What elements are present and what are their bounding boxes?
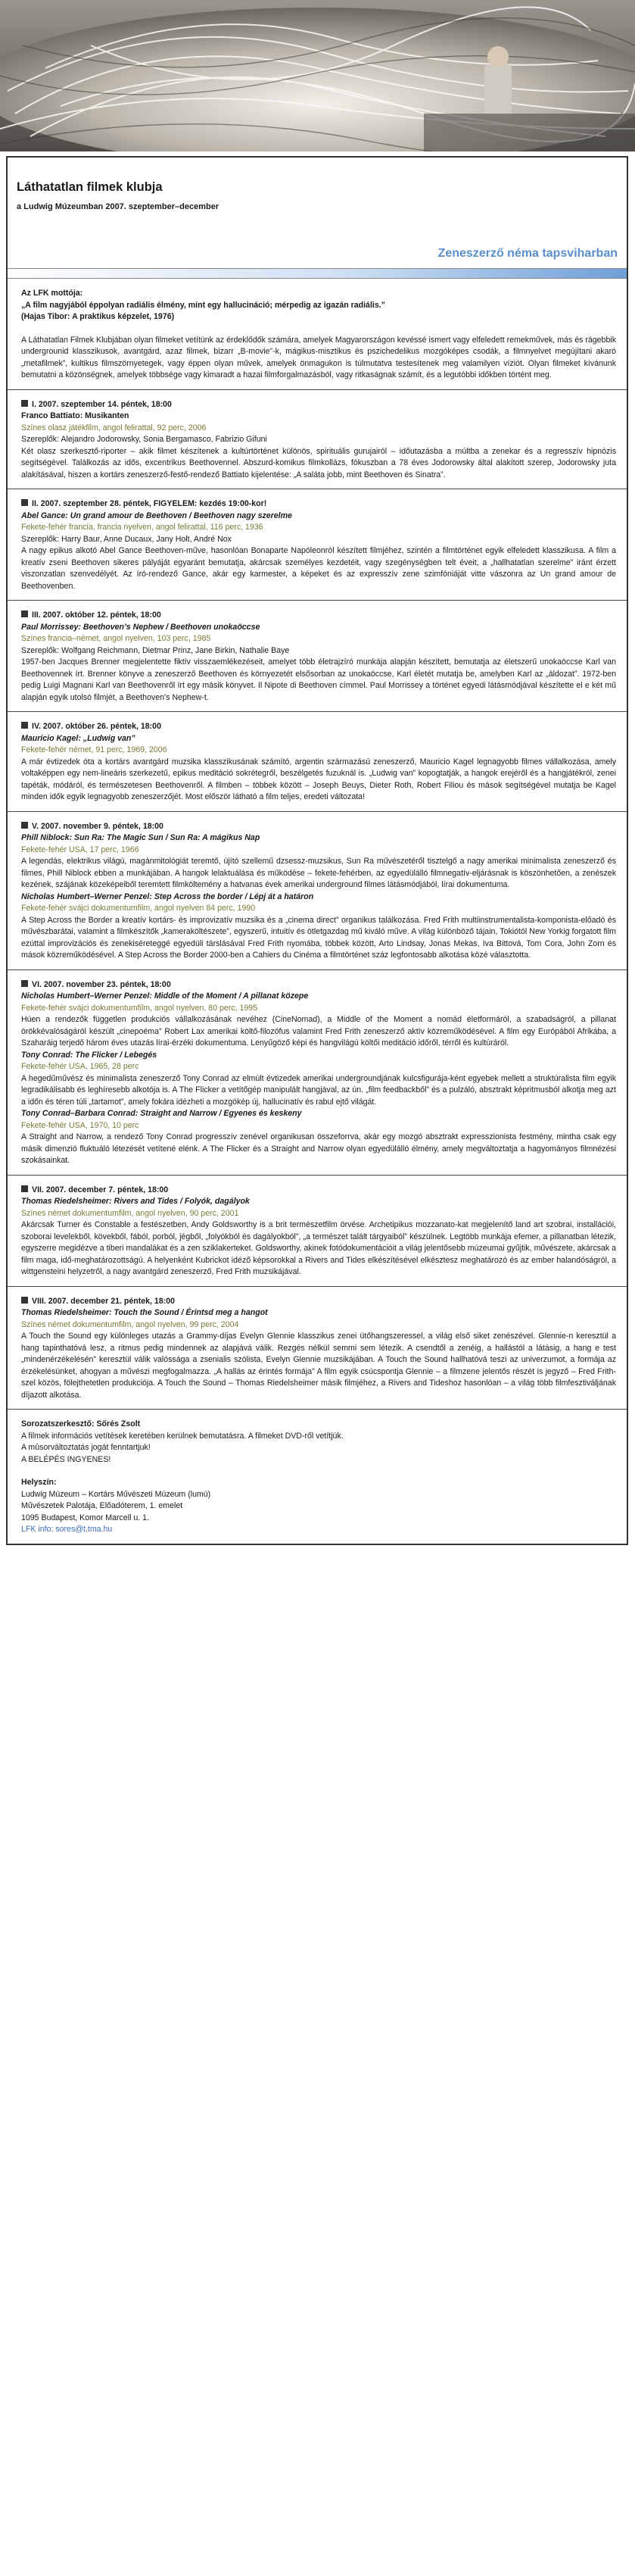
square-bullet-icon xyxy=(21,980,28,987)
footer-line: A BELÉPÉS INGYENES! xyxy=(21,1454,111,1464)
film-details: Színes olasz játékfilm, angol felirattal, 92 perc, 2006 xyxy=(21,423,207,432)
program-list xyxy=(8,390,627,1410)
program-date-text: III. 2007. október 12. péntek, 18:00 xyxy=(32,610,161,620)
square-bullet-icon xyxy=(21,400,28,407)
film-details: Fekete-fehér svájci dokumentumfilm, angol nyelven 84 perc, 1990 xyxy=(21,904,256,913)
film-cast: Szereplők: Harry Baur, Anne Ducaux, Jany Holt, André Nox xyxy=(21,534,232,544)
film-cast: Szereplők: Wolfgang Reichmann, Dietmar Prinz, Jane Birkin, Nathalie Baye xyxy=(21,645,290,655)
film-title: Nicholas Humbert–Werner Penzel: Middle of the Moment / A pillanat közepe xyxy=(21,991,309,1001)
motto-heading: Az LFK mottója: xyxy=(21,289,83,298)
season-theme: Zeneszerző néma tapsviharban xyxy=(437,247,618,260)
motto-attribution: (Hajas Tibor: A praktikus képzelet, 1976) xyxy=(21,312,175,321)
film-description: Akárcsak Turner és Constable a festészetben, Andy Goldsworthy is a brit természetfilm örvése. Archetipikus mozzanato-kat megjelenítő land art szobrai, installációi, szoborai levelekből, kövekből, fából, porból, jégből, „folyókból és dagályokból”, „a természet talált tárgyaiból” készülnek. Legtöbb munkája efemer, a pillanatban létezik, egyszerre megidézve a tiberi mandalákat és a zen sziklakerteket. Goldsworthy, akinek fotódokumentációit a világ jelentősebb múzeumai gyűjtik, művészete, akárcsak a film maga, idő-meghatározottságú. A helyenként Kubrickot idéző képsorokkal a Rivers and Tides elkészítésével elkésztesz meghatározó és az ember halandóságról, a wittgensteini helyzetről, a nagy avantgárd zeneszerző, Fred Frith muzsikájával. xyxy=(21,1220,616,1276)
venue-line: Ludwig Múzeum – Kortárs Művészeti Múzeum (lumú) xyxy=(21,1489,211,1499)
program-date xyxy=(21,399,616,411)
program-date xyxy=(21,498,616,511)
program-date xyxy=(21,1185,616,1197)
program-date xyxy=(21,610,616,622)
film-description: A legendás, elektrikus világú, magánmitológiát teremtő, újító szellemű dzsessz-muzsikus, Sun Ra művészetéről tisztelgő a nagy amerikai minimalista zeneszerző és filmes, Phill Niblock ebben a munkájában. A hangok lelaktuálása és működése – fekete-fehérben, az egyedülálló filmnegatív-eljárásnak is köszönhetően, a zenészek kezének, szájának közeképeiből teremtett filmköltemény a hatvanas évek amerikai underground filmes látásmódjából, lírai dokumentuma. xyxy=(21,857,616,889)
header-photo xyxy=(0,0,635,151)
film-details: Fekete-fehér USA, 17 perc, 1966 xyxy=(21,845,139,854)
film-title: Thomas Riedelsheimer: Rivers and Tides / Folyók, dagályok xyxy=(21,1197,250,1206)
film-title: Mauricio Kagel: „Ludwig van” xyxy=(21,733,135,743)
film-details: Fekete-fehér francia, francia nyelven, angol felirattal, 116 perc, 1936 xyxy=(21,523,263,532)
theme-bar xyxy=(8,268,627,279)
program-sheet xyxy=(6,156,628,1545)
info-email[interactable]: LFK info: sores@t.tma.hu xyxy=(21,1525,113,1534)
film-details: Színes francia–német, angol nyelven, 103 perc, 1985 xyxy=(21,634,211,643)
sheet-header xyxy=(8,158,627,268)
square-bullet-icon xyxy=(21,1185,28,1192)
film-details: Fekete-fehér USA, 1970, 10 perc xyxy=(21,1120,139,1130)
program-block xyxy=(8,1287,627,1410)
film-description: 1957-ben Jacques Brenner megjelentette fiktív visszaemlékezéseit, amelyet több életrajzíró munkája alapján készített, bemutatja az életszerű unokaöccse Karl van Beethovennek írt. Brenner könyve a zeneszerző Beethoven és környezetét elsősorban az unokaöccse, Karl életét mutatja be, amelyben Karl az „áldozat”. 1972-ben pedig Luigi Magnani Karl van Beethovenről írt egy másik könyvet. Il Nipote di Beethoven címmel. Paul Morrissey a történet egyedi látásmódjával készítette el e két mű alapján egyik utolsó filmjét, a Beethoven’s Nephew-t. xyxy=(21,657,616,702)
sculpture-photo xyxy=(0,0,635,151)
film-description: A Straight and Narrow, a rendező Tony Conrad progresszív zenével organikusan összeforrva, akár egy mozgó absztrakt expresszionista festmény, mintha csak egy másik dimenzió fluktuáló létezését vetítené elénk. A The Flicker és a Straight and Narrow olyan egyedülálló élmény, amely megváltoztatja a hagyományos filmnézési szokásainkat. xyxy=(21,1132,616,1165)
film-description: Húen a rendezők független produkciós vállalkozásának nevéhez (CineNomad), a Middle of the Moment a nomád életformáról, a szabadságról, a pillanat örökkévalóságáról készült „cinepoéma” Robert Lax amerikai költő-filozófus valamint Fred Frith zeneszerző aktív közreműködésével. A film egy Európából Afrikába, a Szaharáig terjedő három éves utazás lírai-érzéki dokumentuma. Lenyűgöző képi és hangvilágú költői meditáció időről, térről és kultúráról. xyxy=(21,1015,616,1048)
footer-line: A filmek információs vetítések keretében kerülnek bemutatásra. A filmeket DVD-ről vetítjük. xyxy=(21,1431,344,1441)
program-date xyxy=(21,1296,616,1308)
footer-block xyxy=(8,1410,627,1544)
program-block xyxy=(8,489,627,601)
page-title: Láthatatlan filmek klubja xyxy=(17,180,163,194)
film-details: Fekete-fehér német, 91 perc, 1969, 2006 xyxy=(21,745,167,754)
square-bullet-icon xyxy=(21,610,28,617)
venue-line: 1095 Budapest, Komor Marcell u. 1. xyxy=(21,1513,150,1522)
square-bullet-icon xyxy=(21,499,28,506)
venue-heading: Helyszín: xyxy=(21,1478,57,1487)
film-title: Abel Gance: Un grand amour de Beethoven / Beethoven nagy szerelme xyxy=(21,511,292,520)
page-subtitle: a Ludwig Múzeumban 2007. szeptember–december xyxy=(17,202,219,211)
film-description: A Touch the Sound egy különleges utazás a Grammy-díjas Evelyn Glennie klasszikus zenei ütőhangszeressel, a világ első siket zenészével. Glennie-n keresztül a hang tapinthatóvá lesz, a ritmus pedig mindennek az alapjává válik. Rezgés nélkül semmi sem létezik. A csendtől a zenéig, a hallástól a látásig, a hang e test „mindenérzékelésén” keresztül válik valóssága a zsenialis szólista, Evelyn Glennie muzsikájában. A Touch the Sound hallhatóvá teszi az univerzumot, a formája az érzékelésünket, ahogyan a művészi megfogalmazza. „A hallás az érintés formája” A film egyik csúcspontja Glennie – a filmzene jelentős részét is jegyző – Fred Frith-szel közös, fölejthetetlen produkciója. A Touch the Sound – Thomas Riedelsheimer másik filmjéhez, a Rivers and Tideshoz hasonlóan – a világ több filmfesztiváljának díjazott alkotása. xyxy=(21,1332,616,1400)
film-details: Fekete-fehér USA, 1965, 28 perc xyxy=(21,1062,139,1071)
footer-line: A mûsorváltoztatás jogát fenntartjuk! xyxy=(21,1443,151,1452)
film-description: A már évtizedek óta a kortárs avantgárd muzsika klasszikusának számító, argentin származású zeneszerző, Mauricio Kagel legnagyobb filmes vállalkozása, amely voltaképpen egy nem-lineáris szerkezetű, epikus meditáció sokrétegről, beszélgetés fuzuknál is. „Ludwig van” kopogtatják, a hangok erejéről és a hangjátékról, zenei tapéták, módáról, és természetesen Beethovenről. A filmben – többek között – Joseph Beuys, Dieter Roth, Robert Filiou és mások segítségével mutatja be Kagel minden idők egyik legnagyobb zeneszerzőjét. Most először látható a film teljes, eredeti változata! xyxy=(21,757,616,801)
program-date-text: V. 2007. november 9. péntek, 18:00 xyxy=(32,821,163,831)
square-bullet-icon xyxy=(21,1297,28,1304)
film-description: A Step Across the Border a kreatív kortárs- és improvizatív muzsika és a „cinema direct” organikus találkozása. Fred Frith multiinstrumentalista-komponista-előadó és művészbarátai, valamint a filmkészítők „kameraköltészete”, egyszerű, intuitív és ötletgazdag mű kiváló műve. A világ különböző tájain, Tokiótól New Yorkig forgatott film ezúttal improvizációs és zenekiséreteggé egyedüli társlásával Fred Frith nyomába, többek között, Arto Lindsay, Jonas Mekas, Iva Bittová, Tom Cora, John Zorn és mások közreműködésével. A Step Across the Border 2000-ben a Cahiers du Cinéma a filmtörténet száz legfontosabb alkotása közé választotta. xyxy=(21,915,616,960)
program-block xyxy=(8,390,627,490)
program-block xyxy=(8,970,627,1176)
program-date-text: VII. 2007. december 7. péntek, 18:00 xyxy=(32,1185,169,1194)
film-details: Színes német dokumentumfilm, angol nyelven, 90 perc, 2001 xyxy=(21,1208,239,1218)
film-title: Nicholas Humbert–Werner Penzel: Step Across the border / Lépj át a határon xyxy=(21,891,314,901)
program-date-text: VIII. 2007. december 21. péntek, 18:00 xyxy=(32,1296,176,1306)
motto-block xyxy=(8,279,627,390)
program-date xyxy=(21,721,616,733)
film-title: Tony Conrad–Barbara Conrad: Straight and Narrow / Egyenes és keskeny xyxy=(21,1109,302,1118)
film-title: Phill Niblock: Sun Ra: The Magic Sun / Sun Ra: A mágikus Nap xyxy=(21,833,260,842)
program-block xyxy=(8,812,627,970)
film-title: Franco Battiato: Musikanten xyxy=(21,411,129,420)
program-date xyxy=(21,821,616,833)
square-bullet-icon xyxy=(21,822,28,829)
film-description: Két olasz szerkesztő-riporter – akik filmet készítenek a kultúrtörténet különös, spirituális gurujairól – időutazásba a múltba a zenekar és a regresszív hipnózis segítségével. Találkozás az idős, excentrikus Beethovennel. Abszurd-komikus filmkollázs, fókuszban a 78 éves Jodorowsky által alakított szerep, Jodorowsky juta alakításával, hiszen a kortárs zeneszerző-festő-rendező Battiato kijelentése: „A saláta jobb, mint Beethoven és Sinatra”. xyxy=(21,446,616,479)
film-title: Tony Conrad: The Flicker / Lebegés xyxy=(21,1050,157,1060)
film-details: Fekete-fehér svájci dokumentumfilm, angol nyelven, 80 perc, 1995 xyxy=(21,1003,258,1013)
program-date-text: IV. 2007. október 26. péntek, 18:00 xyxy=(32,722,161,731)
program-block xyxy=(8,712,627,812)
film-title: Paul Morrissey: Beethoven’s Nephew / Beethoven unokaöccse xyxy=(21,622,260,632)
program-date xyxy=(21,979,616,991)
program-block xyxy=(8,601,627,712)
square-bullet-icon xyxy=(21,722,28,729)
series-editor: Sorozatszerkesztő: Sőrés Zsolt xyxy=(21,1419,141,1429)
motto-quote: „A film nagyjából éppolyan radiális élmény, mint egy hallucináció; mérpedig az igazán radiális.” xyxy=(21,300,385,310)
program-date-text: II. 2007. szeptember 28. péntek, FIGYELEM: kezdés 19:00-kor! xyxy=(32,499,267,508)
film-description: A nagy epikus alkotó Abel Gance Beethoven-műve, hasonlóan Bonaparte Napóleonról készített filmjéhez, szintén a filmtörténet egyik elfeledett klasszikusa. A film a kreatív zseni Beethoven sikeres pályáját egyaránt bemutatja, akárcsak személyes kezdetéit, vagy szegénységben telt éveit, a „hallhatatlan szerelme” iránt érzett viszonzatlan szenvedélyét. Az író-rendező Gance, akár egy karmester, a képeket és az expresszív zene szimfóniáját vitte vászonra az Un grand amour de Beethovenben. xyxy=(21,546,616,591)
program-date-text: I. 2007. szeptember 14. péntek, 18:00 xyxy=(32,399,172,409)
film-description: A hegedűművész és minimalista zeneszerző Tony Conrad az elmúlt évtizedek amerikai undergroundjának kulcsfigurája-ként egyebek mellett a struktúralista film egyik legradikálisabb és leghíresebb alkotója is. A The Flicker a vetítőgép manipulált hangjával, az ún. „film feedbackből” és a pulzáló, absztrakt képritmusból alkotja meg azt a időn és téren túli „tartamot”, amely fokára idézheti a mozgókép új, hallucinatív és rabul ejtő világát. xyxy=(21,1073,616,1107)
film-details: Színes német dokumentumfilm, angol nyelven, 99 perc, 2004 xyxy=(21,1319,239,1329)
film-cast: Szereplők: Alejandro Jodorowsky, Sonia Bergamasco, Fabrizio Gifuni xyxy=(21,435,267,444)
venue-line: Művészetek Palotája, Előadóterem, 1. emelet xyxy=(21,1501,183,1510)
intro-text: A Láthatatlan Filmek Klubjában olyan filmeket vetítünk az érdeklődők számára, amelyek Magyarországon kevéssé ismert vagy elfeledett remekművek, más és rágebbik undergrounid klasszikusok, avantgárd, azaz filmek, bizarr „B-movie”-k, mágikus-misztikus és pszichedelikus mozgóképes csodák, a filmnyelvet megújítani akaró „metafilmek”, kultikus filmszörnyetegek, vagy éppen olyan művek, amelyek önmagukon is túlmutatva testesítenek meg valamilyen víziót. Olyan filmeket kívánunk bemutatni a közönségnek, amelyek többsége vagy kimaradt a hazai filmforgalmazásból, vagy ritkaságnak számít, és a legutóbbi időkben történt meg. xyxy=(21,335,616,379)
program-block xyxy=(8,1176,627,1287)
film-title: Thomas Riedelsheimer: Touch the Sound / Érintsd meg a hangot xyxy=(21,1308,268,1317)
program-date-text: VI. 2007. november 23. péntek, 18:00 xyxy=(32,979,171,989)
